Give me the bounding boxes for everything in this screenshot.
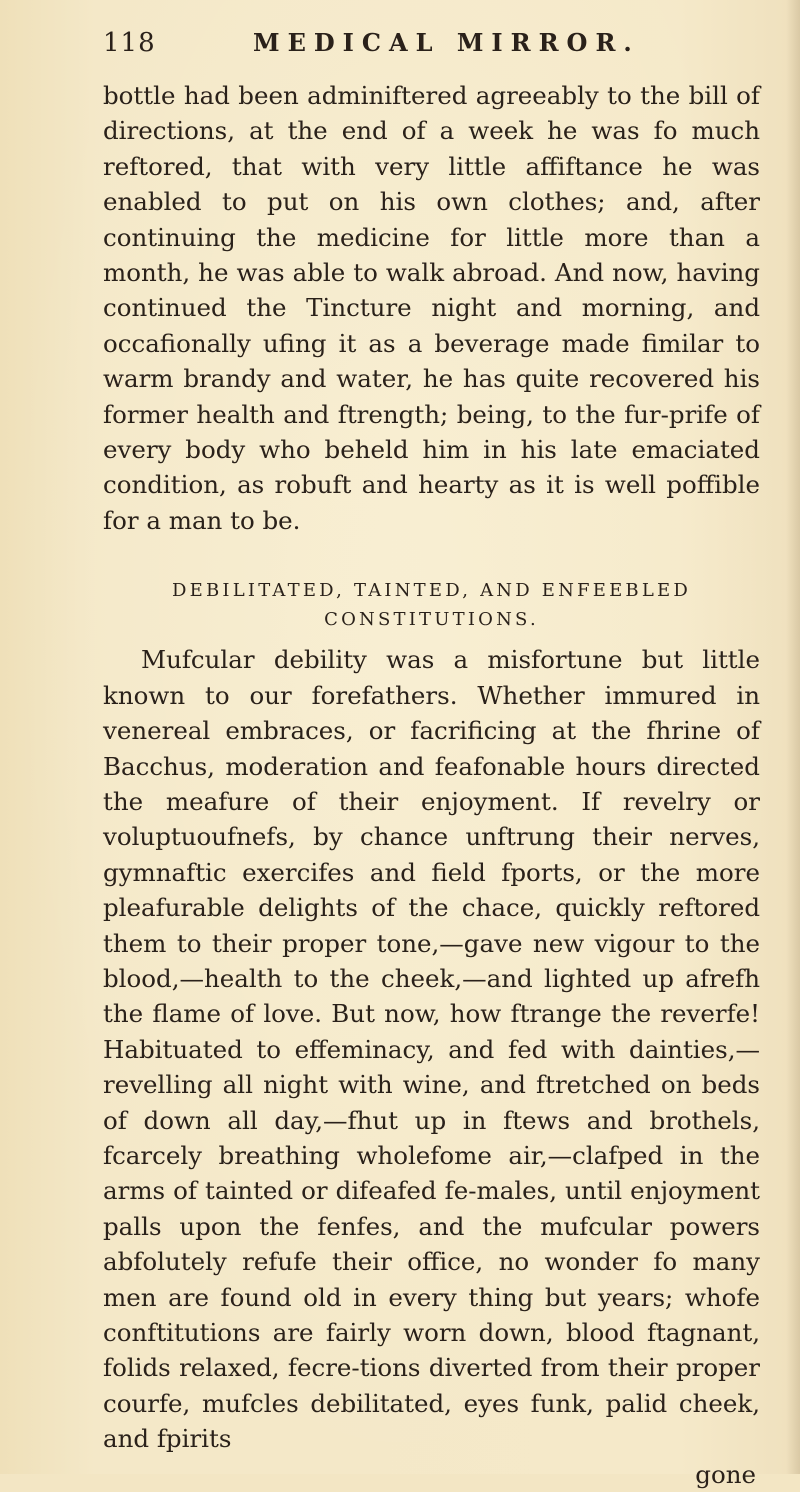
section-heading-line-2: CONSTITUTIONS. xyxy=(324,609,539,631)
paragraph-muscular-debility: Mufcular debility was a misfortune but little known to our forefathers. Whether immured in venereal embraces, or facrificing at the fhrine of Bacchus, moderation and feafonable hours directed the meafure of their enjoyment. If revelry or voluptuoufnefs, by chance unftrung their nerves, gymnaftic exercifes and field fports, or the more pleafurable delights of the chace, quickly reftored them to their proper tone,—gave new vigour to the blood,—health to the cheek,—and lighted up afrefh the flame of love. But now, how ftrange the reverfe! Habituated to effeminacy, and fed with dainties,—revelling all night with wine, and ftretched on beds of down all day,—fhut up in ftews and brothels, fcarcely breathing wholefome air,—clafped in the arms of tainted or difeafed fe-males, until enjoyment palls upon the fenfes, and the mufcular powers abfolutely refufe their office, no wonder fo many men are found old in every thing but years; whofe conftitutions are fairly worn down, blood ftagnant, folids relaxed, fecre-tions diverted from their proper courfe, mufcles debilitated, eyes funk, palid cheek, and fpirits xyxy=(103,645,760,1454)
section-heading-line-1: DEBILITATED, TAINTED, AND ENFEEBLED xyxy=(172,580,691,602)
catchword: gone xyxy=(695,1459,756,1489)
section-heading xyxy=(103,576,760,634)
paragraph-continuation: bottle had been adminiftered agreeably to the bill of directions, at the end of a week he was fo much reftored, that with very little affiftance he was enabled to put on his own clothes; and, after continuing the medicine for little more than a month, he was able to walk abroad. And now, having continued the Tincture night and morning, and occafionally ufing it as a beverage made fimilar to warm brandy and water, he has quite recovered his former health and ftrength; being, to the fur-prife of every body who beheld him in his late emaciated condition, as robuft and hearty as it is well poffible for a man to be. xyxy=(103,81,760,535)
running-title: MEDICAL MIRROR. xyxy=(253,28,640,57)
running-head xyxy=(103,28,760,68)
page-number: 118 xyxy=(103,28,156,58)
